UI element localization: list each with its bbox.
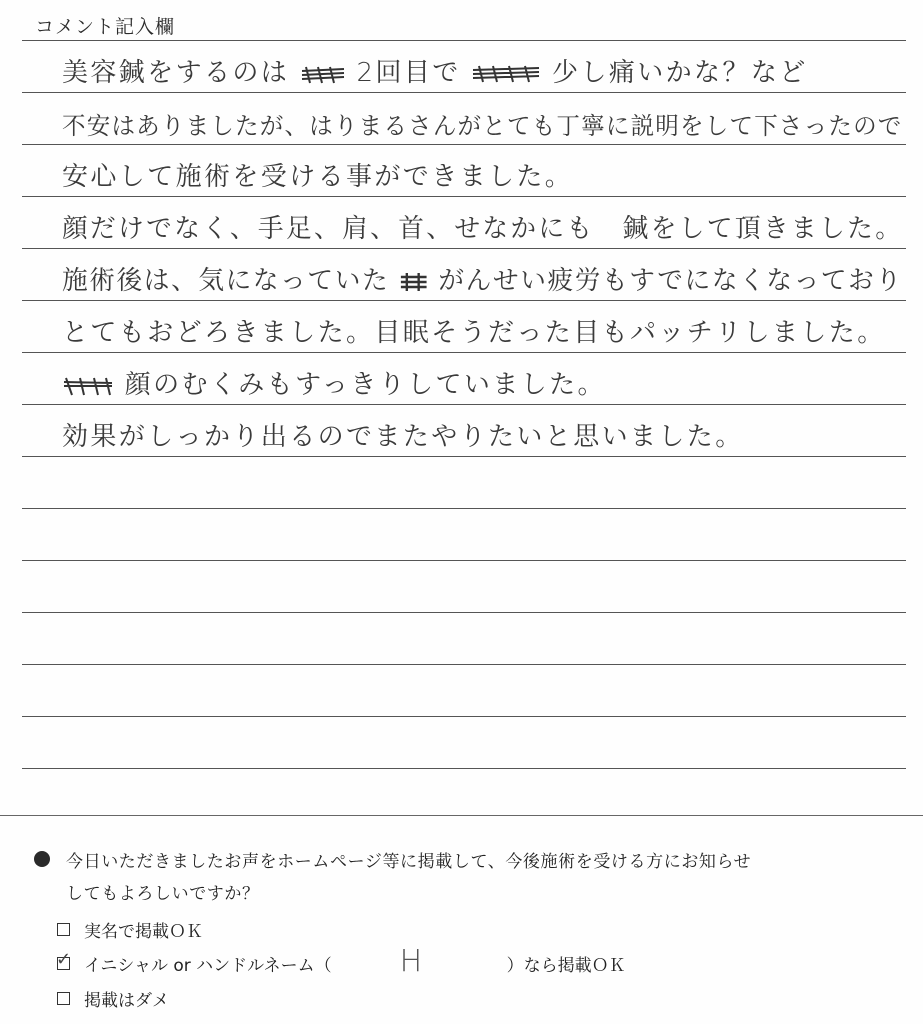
ruled-line [22,248,906,249]
ruled-line [22,716,906,717]
comment-section-heading: コメント記入欄 [35,16,176,38]
handwritten-line-5 [62,260,903,297]
option-label: 実名で掲載ＯＫ [84,922,203,942]
handwritten-line-7 [62,364,606,401]
consent-question-line-1: 今日いただきましたお声をホームページ等に掲載して、今後施術を受ける方にお知らせ [66,852,752,872]
handle-name-field[interactable] [332,943,507,979]
crossed-out-scribble [62,375,114,397]
checkbox-real-name[interactable] [57,923,70,936]
ruled-line [22,40,906,41]
handwritten-line-1 [62,52,808,89]
option-real-name[interactable] [57,917,203,942]
handle-name-value: H [399,943,421,979]
option-initial-handle[interactable] [56,943,626,979]
handwritten-line-6: とてもおどろきました。目眠そうだった目もパッチリしました。 [62,318,886,348]
option-not-allowed[interactable] [57,986,169,1011]
option-label: イニシャル or ハンドルネーム（ [84,956,332,976]
ruled-line [22,508,906,509]
handwritten-line-3: 安心して施術を受ける事ができました。 [62,162,574,192]
handwritten-text: 施術後は、気になっていた [62,266,390,296]
ruled-line [22,300,906,301]
bullet-icon [34,851,50,867]
ruled-line [22,560,906,561]
ruled-line [22,404,906,405]
handwritten-text: がんせい疲労もすでになくなっており [438,266,903,296]
handwritten-text: 少し痛いかな？など [552,58,808,88]
ruled-line [22,456,906,457]
ruled-line [22,196,906,197]
handwritten-text: 2回目で [356,58,461,88]
crossed-out-scribble [471,63,541,85]
section-divider [0,815,923,816]
handwritten-text: 美容鍼をするのは [62,58,290,88]
ruled-line [22,92,906,93]
handwritten-line-2: 不安はありましたが、はりまるさんがとても丁寧に説明をして下さったので [62,112,903,140]
handwritten-line-8: 効果がしっかり出るのでまたやりたいと思いました。 [62,422,744,452]
crossed-out-scribble [300,63,346,85]
ruled-line [22,612,906,613]
option-suffix: ）なら掲載ＯＫ [506,956,626,976]
checkmark-icon: ✓ [56,949,72,970]
ruled-line [22,352,906,353]
crossed-out-scribble [399,271,429,293]
ruled-line [22,664,906,665]
ruled-line [22,144,906,145]
checkbox-initial-handle[interactable] [56,949,72,970]
checkbox-not-allowed[interactable] [57,992,70,1005]
handwritten-text: 顔のむくみもすっきりしていました。 [124,370,606,400]
option-label: 掲載はダメ [84,991,169,1011]
handwritten-line-4: 顔だけでなく、手足、肩、首、せなかにも 鍼をして頂きました。 [62,214,904,244]
ruled-line [22,768,906,769]
consent-question-line-2: してもよろしいですか？ [66,884,260,904]
